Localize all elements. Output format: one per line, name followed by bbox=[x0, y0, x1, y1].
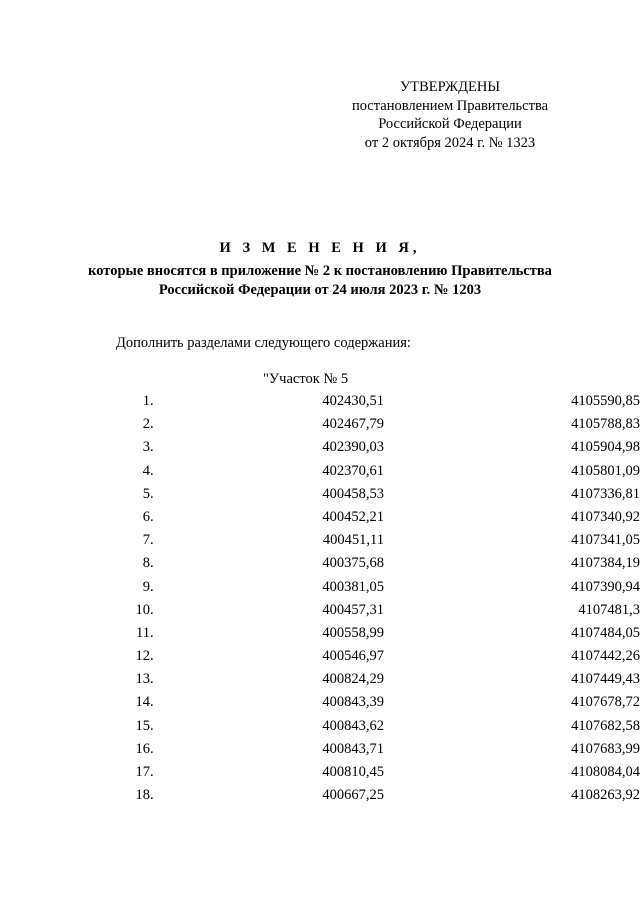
table-row bbox=[0, 741, 640, 764]
coordinate-y: 4105801,09 bbox=[571, 462, 640, 479]
coordinate-y: 4107340,92 bbox=[571, 508, 640, 525]
table-row bbox=[0, 555, 640, 578]
document-title: И З М Е Н Е Н И Я, bbox=[219, 240, 421, 256]
table-row bbox=[0, 463, 640, 486]
coordinate-y: 4107442,26 bbox=[571, 648, 640, 665]
coordinate-x: 400843,39 bbox=[322, 694, 384, 711]
approval-block bbox=[340, 78, 560, 152]
coordinate-x: 400458,53 bbox=[322, 485, 384, 502]
coordinate-x: 400558,99 bbox=[322, 624, 384, 641]
table-row bbox=[0, 764, 640, 787]
coordinate-y: 4107484,05 bbox=[571, 624, 640, 641]
table-row bbox=[0, 393, 640, 416]
coordinate-x: 402467,79 bbox=[322, 416, 384, 433]
coordinate-x: 402430,51 bbox=[322, 393, 384, 409]
coordinate-y: 4107384,19 bbox=[571, 555, 640, 572]
table-row bbox=[0, 694, 640, 717]
table-row bbox=[0, 486, 640, 509]
coordinate-y: 4107390,94 bbox=[571, 578, 640, 595]
point-number: 3. bbox=[142, 439, 154, 456]
table-row bbox=[0, 787, 640, 810]
coordinates-table bbox=[0, 393, 640, 810]
table-row bbox=[0, 579, 640, 602]
table-row bbox=[0, 602, 640, 625]
approval-line-1: постановлением Правительства bbox=[351, 97, 549, 114]
point-number: 5. bbox=[142, 485, 154, 502]
coordinate-y: 4108084,04 bbox=[571, 764, 640, 780]
coordinate-x: 400546,97 bbox=[322, 648, 384, 665]
point-number: 6. bbox=[142, 508, 154, 525]
table-row bbox=[0, 509, 640, 532]
table-row bbox=[0, 718, 640, 741]
coordinate-y: 4107682,58 bbox=[571, 717, 640, 734]
coordinate-x: 400381,05 bbox=[322, 578, 384, 595]
point-number: 7. bbox=[142, 532, 154, 549]
coordinate-x: 400457,31 bbox=[322, 601, 384, 618]
point-number: 9. bbox=[142, 578, 154, 595]
coordinate-y: 4107481,3 bbox=[578, 601, 640, 618]
subtitle-line-2: Российской Федерации от 24 июля 2023 г. № 1203 bbox=[158, 282, 482, 298]
approval-line-3: от 2 октября 2024 г. № 1323 bbox=[364, 134, 536, 151]
coordinate-x: 402390,03 bbox=[322, 439, 384, 456]
coordinate-x: 400375,68 bbox=[322, 555, 384, 572]
point-number: 13. bbox=[135, 671, 154, 688]
coordinate-y: 4107336,81 bbox=[571, 485, 640, 502]
intro-text: Дополнить разделами следующего содержания: bbox=[116, 335, 411, 351]
coordinate-x: 400451,11 bbox=[322, 532, 384, 549]
point-number: 18. bbox=[135, 787, 154, 804]
table-row bbox=[0, 648, 640, 671]
coordinate-x: 400843,62 bbox=[322, 717, 384, 734]
subtitle-line-1: которые вносятся в приложение № 2 к постановлению Правительства bbox=[88, 263, 552, 279]
table-row bbox=[0, 532, 640, 555]
coordinate-x: 400810,45 bbox=[322, 764, 384, 780]
table-row bbox=[0, 416, 640, 439]
coordinate-y: 4105904,98 bbox=[571, 439, 640, 456]
point-number: 10. bbox=[135, 601, 154, 618]
approval-line-2: Российской Федерации bbox=[378, 116, 522, 132]
point-number: 14. bbox=[135, 694, 154, 711]
point-number: 12. bbox=[135, 648, 154, 665]
table-row bbox=[0, 439, 640, 462]
coordinate-y: 4105590,85 bbox=[571, 393, 640, 409]
point-number: 4. bbox=[142, 462, 154, 479]
table-row bbox=[0, 625, 640, 648]
point-number: 16. bbox=[135, 740, 154, 757]
point-number: 1. bbox=[142, 393, 154, 409]
coordinate-x: 400667,25 bbox=[322, 787, 384, 804]
coordinate-x: 400843,71 bbox=[322, 740, 384, 757]
point-number: 2. bbox=[142, 416, 154, 433]
point-number: 11. bbox=[136, 624, 154, 641]
coordinate-y: 4107449,43 bbox=[571, 671, 640, 688]
section-heading: "Участок № 5 bbox=[263, 371, 349, 387]
point-number: 8. bbox=[142, 555, 154, 572]
coordinate-y: 4107678,72 bbox=[571, 694, 640, 711]
table-row bbox=[0, 671, 640, 694]
coordinate-y: 4108263,92 bbox=[571, 787, 640, 804]
approval-label: УТВЕРЖДЕНЫ bbox=[399, 79, 501, 95]
coordinate-y: 4107341,05 bbox=[571, 532, 640, 549]
coordinate-y: 4107683,99 bbox=[571, 740, 640, 757]
point-number: 15. bbox=[135, 717, 154, 734]
point-number: 17. bbox=[135, 764, 154, 780]
coordinates-table-body bbox=[0, 393, 640, 810]
coordinate-y: 4105788,83 bbox=[571, 416, 640, 433]
coordinate-x: 400452,21 bbox=[322, 508, 384, 525]
coordinate-x: 400824,29 bbox=[322, 671, 384, 688]
document-subtitle bbox=[40, 262, 600, 300]
coordinate-x: 402370,61 bbox=[322, 462, 384, 479]
